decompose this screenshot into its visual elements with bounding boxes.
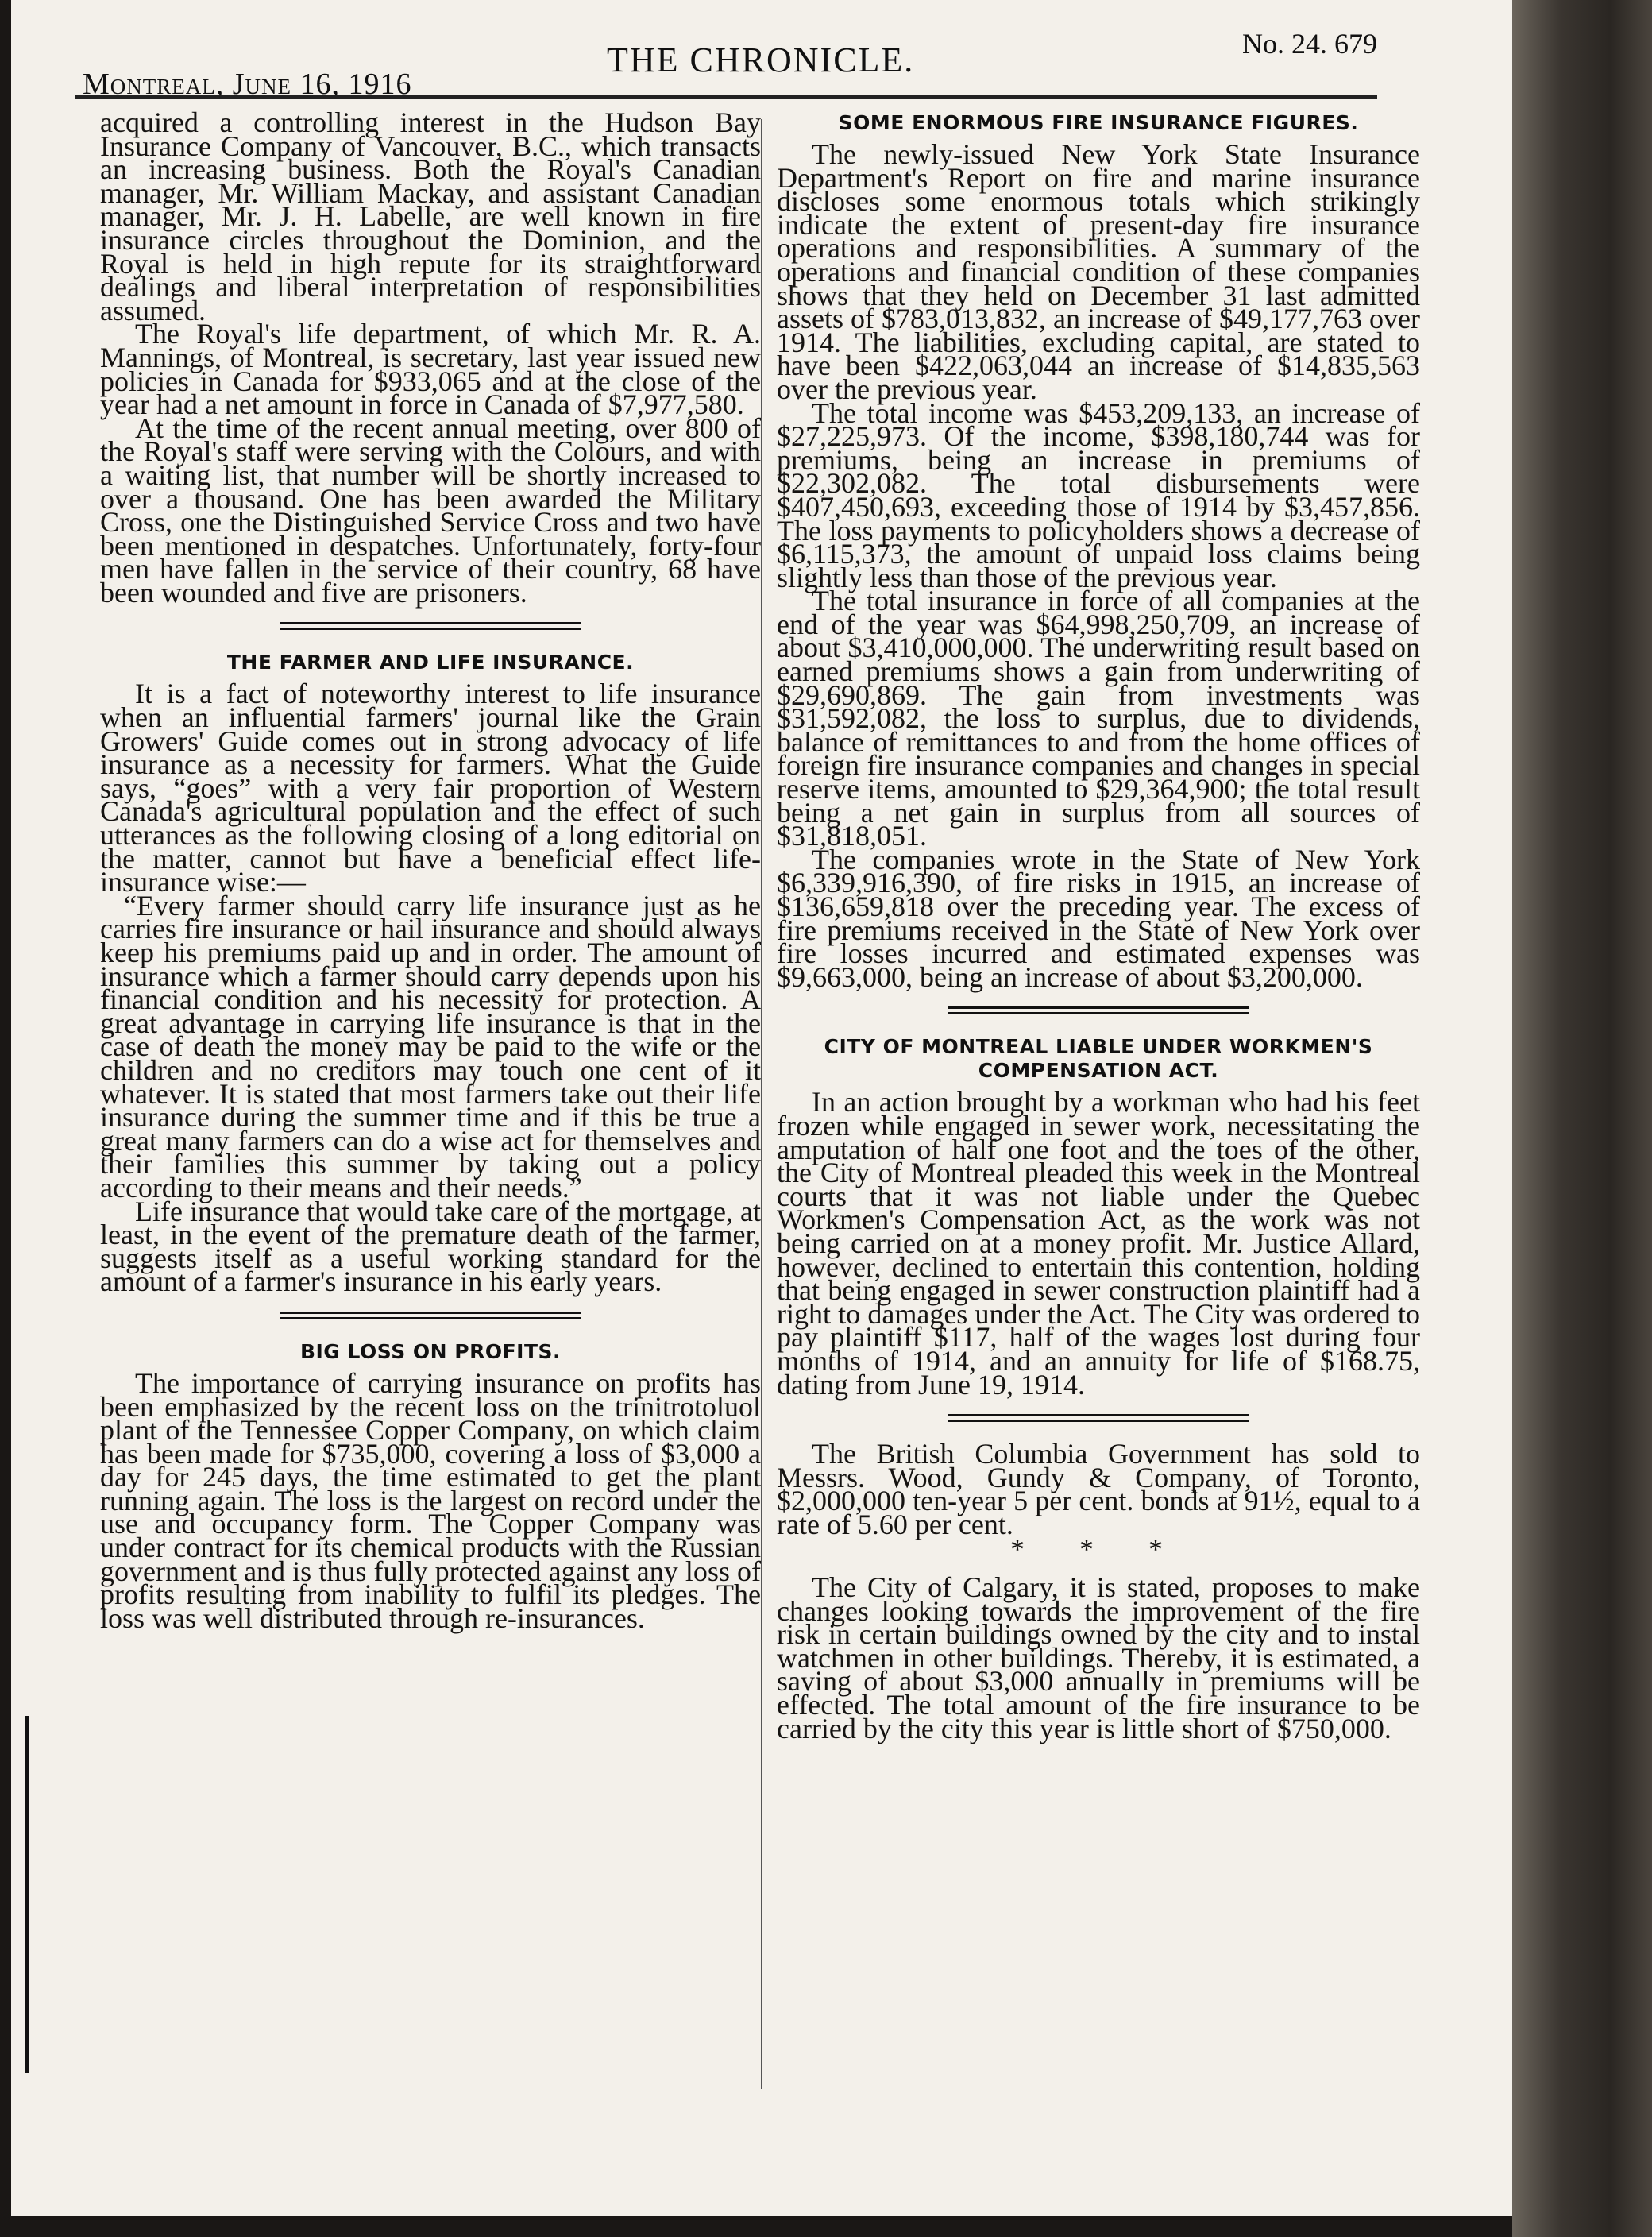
publication-title: THE CHRONICLE. [607, 41, 915, 79]
running-header [75, 27, 1377, 99]
section-rule [280, 622, 581, 630]
margin-bracket [11, 1716, 29, 2073]
article-paragraph: The importance of carrying insurance on profits has been emphasized by the recent loss on the trinitrotoluol plant of the Tennessee Copper Company, on which claim has been made for $735,000, covering a loss of $3,000 a day for 245 days, the time estimated to get the plant running again. The loss is the largest on record under the use and occupancy form. The Copper Company was under contract for its chemical products with the Russian government and is thus fully protected against any loss of profits resulting from inability to fulfil its pledges. The loss was well distributed through re-insurances. [100, 1366, 761, 1634]
article-heading: THE FARMER AND LIFE INSURANCE. [226, 651, 635, 674]
article-paragraph: The British Columbia Government has sold to Messrs. Wood, Gundy & Company, of Toronto, $2,000,000 ten-year 5 per cent. bonds at 91½, equal to a rate of 5.60 per cent. [777, 1438, 1420, 1540]
article-heading-line-2: COMPENSATION ACT. [978, 1059, 1219, 1083]
article-paragraph: The newly-issued New York State Insurance Department's Report on fire and marine insurance discloses some enormous totals which strikingly indicate the extent of present-day fire insurance operations and responsibilities. A summary of the operations and financial condition of these companies shows that they held on December 31 last admitted assets of $783,013,832, an increase of $49,177,763 over 1914. The liabilities, excluding capital, are stated to have been $422,063,044 an increase of $14,835,563 over the previous year. [777, 138, 1420, 405]
left-column [100, 106, 761, 1634]
article-paragraph: The Royal's life department, of which Mr. R. A. Mannings, of Montreal, is secretary, last year issued new policies in Canada for $933,065 and at the close of the year had a net amount in force in Canada of $7,977,580. [100, 318, 761, 421]
article-paragraph: Life insurance that would take care of the mortgage, at least, in the event of the premature death of the farmer, suggests itself as a useful working standard for the amount of a farmer's insurance in his early years. [100, 1195, 761, 1298]
right-column [777, 111, 1420, 1744]
section-rule [948, 1414, 1249, 1422]
article-paragraph: It is a fact of noteworthy interest to life insurance when an influential farmers' journal like the Grain Growers' Guide comes out in strong advocacy of life insurance as a necessity for farmers. What the Guide says, “goes” with a very fair proportion of Western Canada's agricultural population and the effect of such utterances as the following closing of a long editorial on the matter, cannot but have a beneficial effect life-insurance wise:— [100, 678, 761, 898]
article-heading: BIG LOSS ON PROFITS. [299, 1339, 562, 1363]
section-rule [280, 1312, 581, 1319]
issue-date: Montreal, June 16, 1916 [83, 68, 412, 101]
newspaper-page [11, 0, 1512, 2216]
article-paragraph: The City of Calgary, it is stated, proposes to make changes looking towards the improvement of the fire risk in certain buildings owned by the city and to instal watchmen in other buildings. Thereby, it is estimated, a saving of about $3,000 annually in premiums will be effected. The total amount of the fire insurance to be carried by the city this year is little short of $750,000. [777, 1571, 1420, 1744]
separator-stars: * * * [1010, 1533, 1187, 1566]
article-paragraph: acquired a controlling interest in the Hudson Bay Insurance Company of Vancouver, B.C., which transacts an increasing business. Both the Royal's Canadian manager, Mr. William Mackay, and assistant Canadian manager, Mr. J. H. Labelle, are well known in fire insurance circles throughout the Dominion, and the Royal is held in high repute for its straightforward dealings and liberal interpretation of responsibilities assumed. [100, 106, 761, 326]
article-paragraph: The total insurance in force of all companies at the end of the year was $64,998,250,709, an increase of about $3,410,000,000. The underwriting result based on earned premiums shows a gain from underwriting of $29,690,869. The gain from investments was $31,592,082, the loss to surplus, due to dividends, balance of remittances to and from the home offices of foreign fire insurance companies and changes in special reserve items, amounted to $29,364,900; the total result being a net gain in surplus from all sources of $31,818,051. [777, 585, 1420, 852]
article-paragraph: The total income was $453,209,133, an increase of $27,225,973. Of the income, $398,180,744 was for premiums, being an increase in premiums of $22,302,082. The total disbursements were $407,450,693, exceeding those of 1914 by $3,457,856. The loss payments to policyholders shows a decrease of $6,115,373, the amount of unpaid loss claims being slightly less than those of the previous year. [777, 396, 1420, 593]
article-heading: CITY OF MONTREAL LIABLE UNDER WORKMEN'S [824, 1035, 1373, 1059]
section-rule [948, 1006, 1249, 1014]
column-divider [761, 119, 762, 2089]
article-heading: SOME ENORMOUS FIRE INSURANCE FIGURES. [838, 111, 1359, 134]
book-spine-edge [1512, 0, 1652, 2237]
article-paragraph: In an action brought by a workman who had his feet frozen while engaged in sewer work, necessitating the amputation of half one foot and the toes of the other, the City of Montreal pleaded this week in the Montreal courts that it was not liable under the Quebec Workmen's Compensation Act, as the work was not being carried on at a money profit. Mr. Justice Allard, however, declined to entertain this contention, holding that being engaged in sewer construction plaintiff had a right to damages under the Act. The City was ordered to pay plaintiff $117, half of the wages lost during four months of 1914, and an annuity for life of $168.75, dating from June 19, 1914. [777, 1086, 1420, 1401]
header-rule [75, 95, 1377, 99]
issue-page-number: No. 24. 679 [1242, 28, 1377, 60]
article-paragraph: At the time of the recent annual meeting, over 800 of the Royal's staff were serving with the Colours, and with a waiting list, that number will be shortly increased to over a thousand. One has been awarded the Military Cross, one the Distinguished Service Cross and two have been mentioned in despatches. Unfortunately, forty-four men have fallen in the service of their country, 68 have been wounded and five are prisoners. [100, 411, 761, 609]
article-paragraph: The companies wrote in the State of New York $6,339,916,390, of fire risks in 1915, an increase of $136,659,818 over the preceding year. The excess of fire premiums received in the State of New York over fire losses incurred and estimated expenses was $9,663,000, being an increase of about $3,200,000. [777, 843, 1420, 993]
quoted-paragraph: “Every farmer should carry life insurance just as he carries fire insurance or hail insurance and should always keep his premiums paid up and in order. The amount of insurance which a farmer should carry depends upon his financial condition and his necessity for protection. A great advantage in carrying life insurance is that in the case of death the money may be paid to the wife or the children and no creditors may touch one cent of it whatever. It is stated that most farmers take out their life insurance during the summer time and if this be true a great many farmers can do a wise act for themselves and their families this summer by taking out a policy according to their means and their needs.” [100, 889, 761, 1203]
